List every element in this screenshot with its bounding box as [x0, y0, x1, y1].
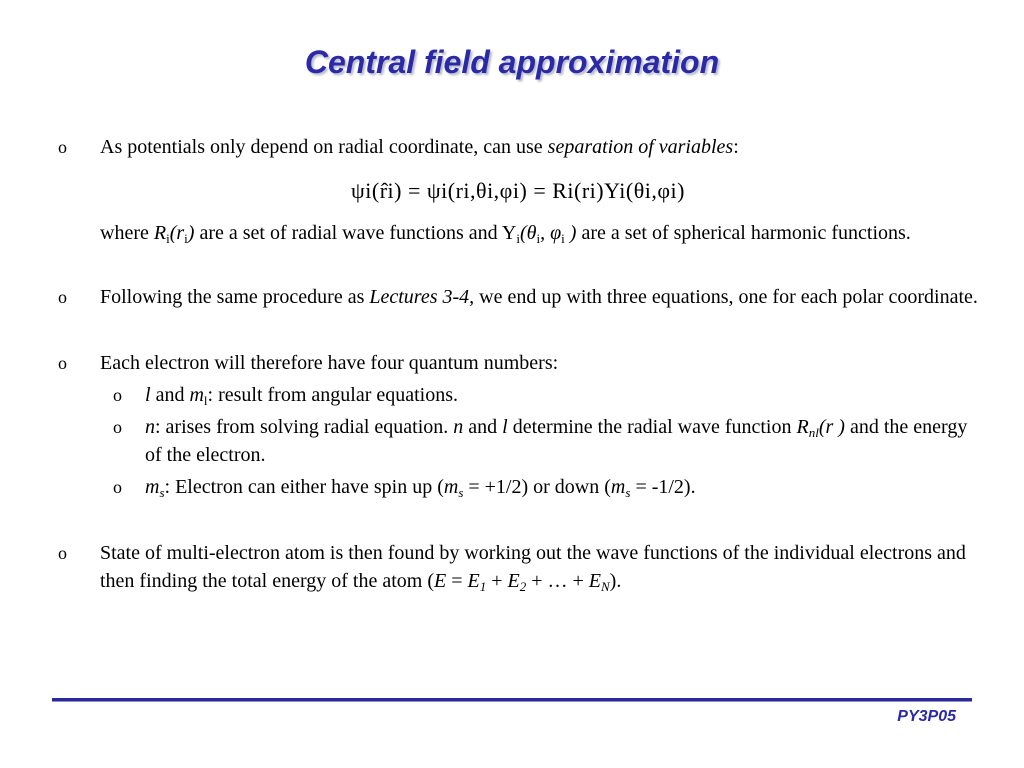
symbol-E: E [467, 570, 480, 592]
text: + … + [526, 570, 589, 592]
bullet-text: Each electron will therefore have four quantum numbers: [100, 352, 559, 374]
bullet-text: As potentials only depend on radial coordinate, can use [100, 136, 548, 158]
symbol-m: m [443, 476, 459, 498]
bullet-text: Following the same procedure as [100, 286, 370, 308]
bullet-marker: o [113, 477, 122, 497]
where-text-2: are a set of radial wave functions and Y [194, 222, 517, 244]
text: determine the radial wave function [507, 416, 797, 438]
subbullet-angular [58, 381, 978, 409]
bullet-marker: o [58, 137, 67, 157]
symbol-m: m [189, 384, 204, 406]
subscript: N [600, 579, 610, 594]
angle-arg-close: ) [564, 222, 577, 244]
symbol-n: n [145, 416, 155, 438]
text: = [446, 570, 468, 592]
footer-divider [52, 698, 972, 702]
bullet-text: State of multi-electron atom is then found by working out the wave functions of the individual electrons and then finding the total energy of the atom ( [100, 542, 966, 592]
where-text: where [100, 222, 154, 244]
text: : result from angular equations. [207, 384, 459, 406]
subscript: s [159, 485, 165, 500]
text: = -1/2). [630, 476, 696, 498]
subscript: 1 [479, 579, 487, 594]
bullet-multi-electron [58, 539, 978, 595]
text: : arises from solving radial equation. [155, 416, 454, 438]
bullet-quantum-numbers [58, 349, 978, 377]
bullet-procedure [58, 283, 978, 311]
bullet-separation [58, 133, 978, 161]
subscript: nl [808, 425, 819, 440]
symbol-m: m [145, 476, 160, 498]
symbol-m: m [610, 476, 626, 498]
bullet-marker: o [58, 287, 67, 307]
subscript: i [184, 231, 188, 246]
angle-arg: (θ [519, 222, 537, 244]
radial-arg-close: ) [187, 222, 195, 244]
text: = +1/2) or down ( [463, 476, 611, 498]
subscript: i [561, 231, 565, 246]
slide-title: Central field approximation [304, 44, 720, 80]
text: ). [609, 570, 622, 592]
bullet-marker: o [58, 543, 67, 563]
angle-arg-mid: , φ [540, 222, 562, 244]
text: and [463, 416, 503, 438]
where-text-3: are a set of spherical harmonic functions. [576, 222, 911, 244]
slide-content [58, 133, 978, 595]
subscript: i [166, 231, 170, 246]
radial-arg: (r [169, 222, 185, 244]
subscript: i [516, 231, 520, 246]
emphasis-text: Lectures 3-4, [369, 286, 475, 308]
symbol-n: n [453, 416, 464, 438]
subscript: l [203, 393, 208, 408]
bullet-tail: we end up with three equations, one for each polar coordinate. [474, 286, 978, 308]
subscript: 2 [519, 579, 527, 594]
symbol-E: E [433, 570, 447, 592]
text: : Electron can either have spin up ( [164, 476, 444, 498]
subscript: i [536, 231, 541, 246]
subbullet-spin [58, 473, 978, 501]
text: and [150, 384, 190, 406]
bullet-tail: : [733, 136, 739, 158]
wavefunction-equation: ψi(r̂i) = ψi(ri,θi,φi) = Ri(ri)Yi(θi,φi) [351, 178, 685, 203]
text: and the energy of the electron. [145, 416, 968, 466]
text: + [486, 570, 508, 592]
radial-arg: (r ) [818, 416, 845, 438]
symbol-R: R [796, 416, 809, 438]
subscript: s [625, 485, 631, 500]
emphasis-text: separation of variables [547, 136, 734, 158]
symbol-E: E [507, 570, 520, 592]
bullet-marker: o [58, 353, 67, 373]
bullet-marker: o [113, 417, 122, 437]
subscript: s [458, 485, 464, 500]
where-explanation [58, 219, 978, 247]
course-code: PY3P05 [897, 708, 956, 725]
symbol-l: l [502, 416, 508, 438]
radial-symbol: R [153, 222, 167, 244]
bullet-marker: o [113, 385, 122, 405]
symbol-E: E [588, 570, 601, 592]
symbol-l: l [145, 384, 151, 406]
subbullet-radial [58, 413, 978, 469]
